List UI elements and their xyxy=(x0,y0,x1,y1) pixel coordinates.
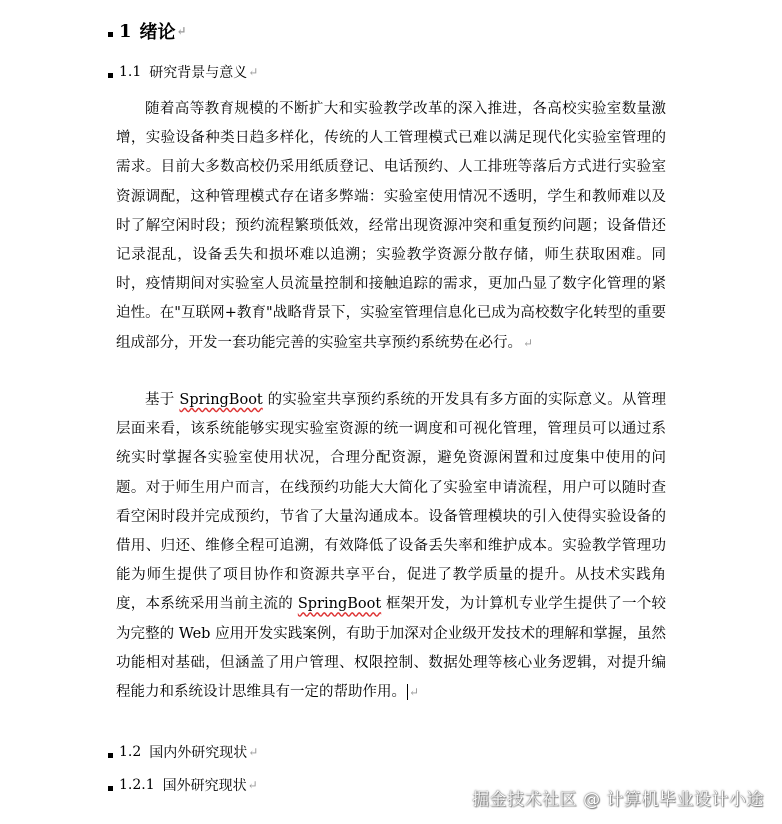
paragraph-text-body: 的实验室共享预约系统的开发具有多方面的实际意义。从管理层面来看，该系统能够实现实验室资源的统一调度和可视化管理，管理员可以通过系统实时掌握各实验室使用状况，合理分配资源，避免资源闲置和过度集中使用的问题。对于师生用户而言，在线预约功能大大简化了实验室申请流程，用户可以随时查看空闲时段并完成预约，节省了大量沟通成本。设备管理模块的引入使得实验设备的借用、归还、维修全程可追溯，有效降低了设备丢失率和维护成本。实验教学管理功能为师生提供了项目协作和资源共享平台，促进了教学质量的提升。从技术实践角度，本系统采用当前主流的 xyxy=(116,392,667,613)
paragraph-mark-icon: ↵ xyxy=(248,65,259,79)
body-paragraph-2[interactable] xyxy=(116,386,666,707)
heading-text: 国内外研究现状 xyxy=(149,745,248,761)
heading-text: 研究背景与意义 xyxy=(149,65,248,81)
paragraph-text-prefix: 基于 xyxy=(145,392,180,408)
paragraph-text-end: 框架开发，为计算机专业学生提供了一个较为完整的 Web 应用开发实践案例，有助于加深对企业级开发技术的理解和掌握，虽然功能相对基础，但涵盖了用户管理、权限控制、数据处理等核心业务逻辑，对提升编程能力和系统设计思维具有一定的帮助作用。 xyxy=(116,596,666,701)
list-bullet xyxy=(108,753,113,758)
heading-1-2-1 xyxy=(108,775,258,795)
heading-number: 1.1 xyxy=(119,64,142,80)
paragraph-mark-icon: ↵ xyxy=(248,745,259,759)
spellcheck-term: SpringBoot xyxy=(297,596,382,613)
paragraph-mark-icon: ↵ xyxy=(409,685,420,700)
heading-1-2 xyxy=(108,742,258,762)
heading-number: 1.2.1 xyxy=(119,777,155,793)
paragraph-mark-icon: ↵ xyxy=(247,778,258,792)
spellcheck-term: SpringBoot xyxy=(179,392,263,408)
list-bullet xyxy=(108,786,113,791)
body-paragraph-1[interactable] xyxy=(116,95,666,358)
heading-number: 1 xyxy=(119,20,132,42)
heading-text: 国外研究现状 xyxy=(162,778,247,794)
heading-number: 1.2 xyxy=(119,744,142,760)
heading-1 xyxy=(108,18,187,44)
watermark: 掘金技术社区 @ 计算机毕业设计小途 xyxy=(472,790,764,810)
list-bullet xyxy=(108,32,113,37)
paragraph-mark-icon: ↵ xyxy=(523,335,534,350)
heading-text: 绪论 xyxy=(139,22,176,43)
list-bullet xyxy=(108,73,113,78)
heading-1-1 xyxy=(108,62,258,82)
text-cursor xyxy=(407,684,408,700)
paragraph-text: 随着高等教育规模的不断扩大和实验教学改革的深入推进，各高校实验室数量激增，实验设备种类日趋多样化，传统的人工管理模式已难以满足现代化实验室管理的需求。目前大多数高校仍采用纸质登记、电话预约、人工排班等落后方式进行实验室资源调配，这种管理模式存在诸多弊端：实验室使用情况不透明，学生和教师难以及时了解空闲时段；预约流程繁琐低效，经常出现资源冲突和重复预约问题；设备借还记录混乱，设备丢失和损坏难以追溯；实验教学资源分散存储，师生获取困难。同时，疫情期间对实验室人员流量控制和接触追踪的需求，更加凸显了数字化管理的紧迫性。在"互联网+教育"战略背景下，实验室管理信息化已成为高校数字化转型的重要组成部分，开发一套功能完善的实验室共享预约系统势在必行。 xyxy=(116,101,666,351)
paragraph-mark-icon: ↵ xyxy=(176,24,187,38)
